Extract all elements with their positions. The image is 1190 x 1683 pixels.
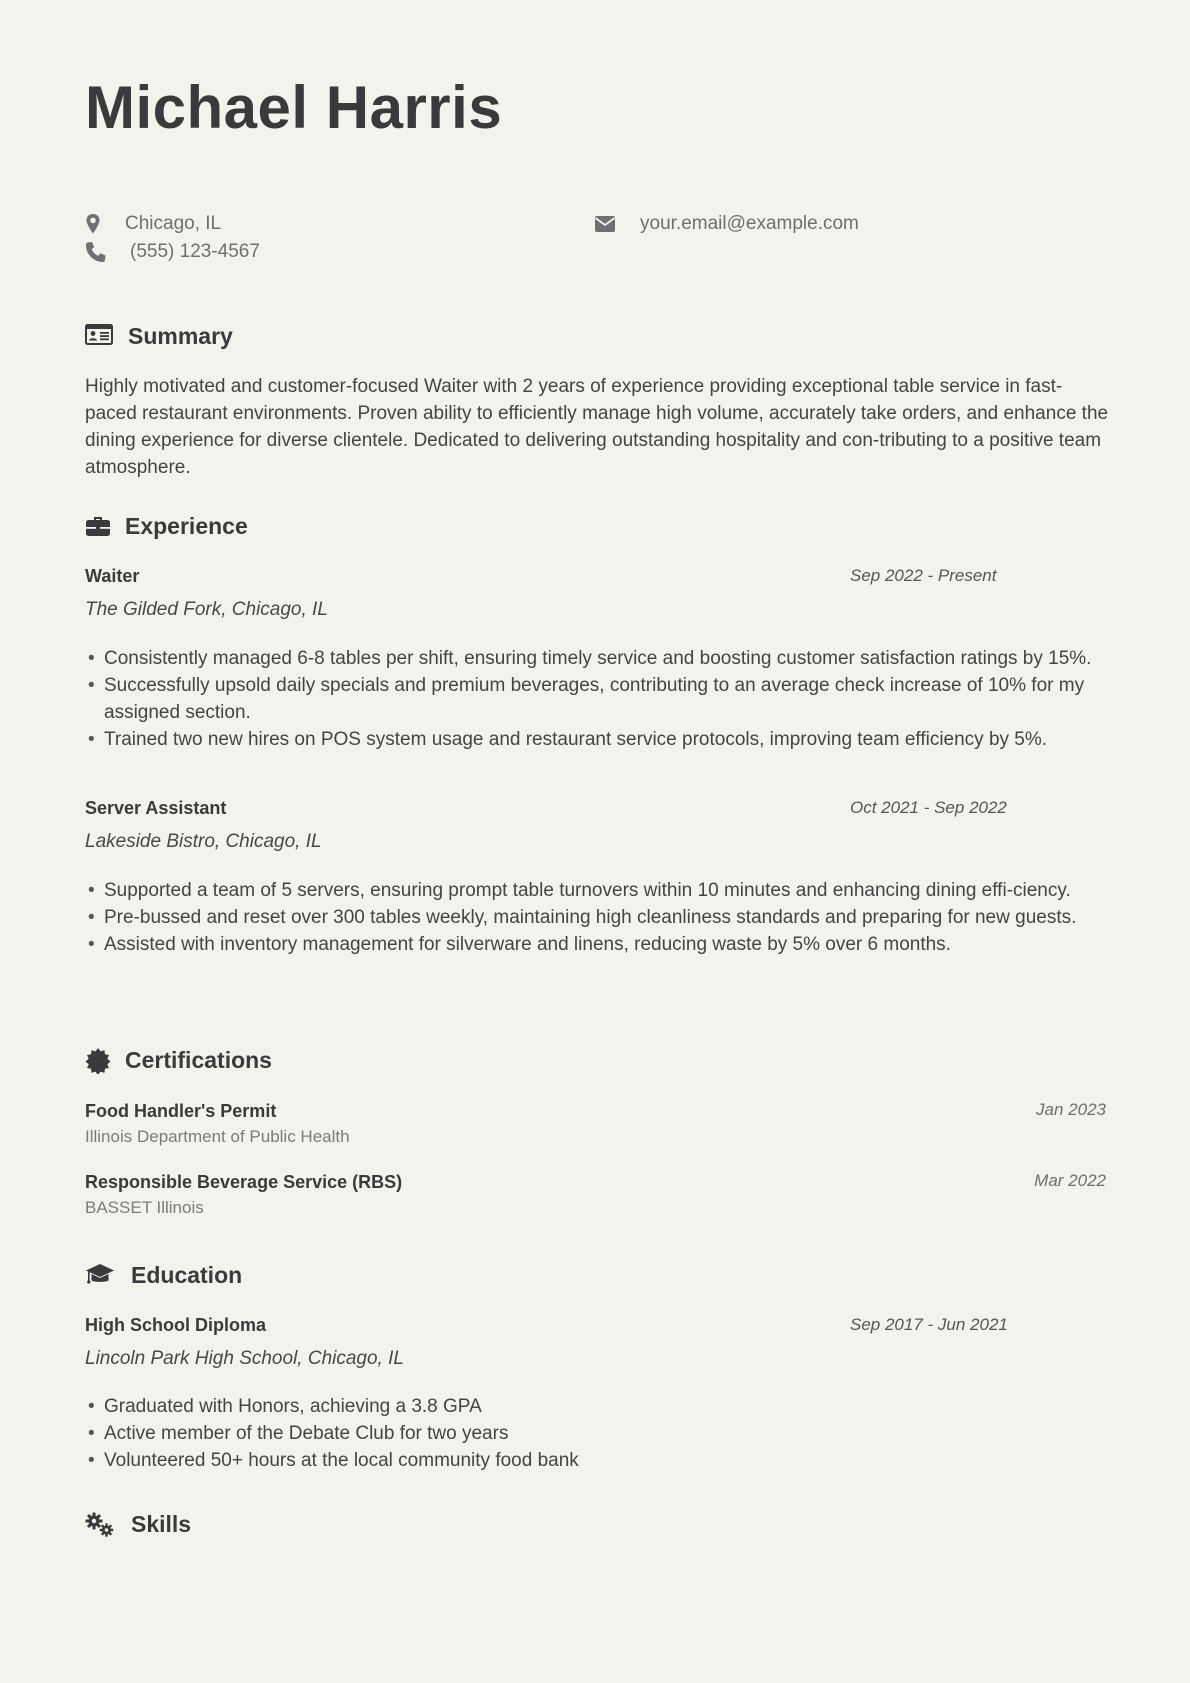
education-title: Education <box>131 1262 243 1288</box>
list-item: • Graduated with Honors, achieving a 3.8 GPA <box>85 1393 1115 1420</box>
id-card-icon <box>85 324 113 346</box>
education-dates: Sep 2017 - Jun 2021 <box>850 1315 1008 1334</box>
list-item: • Successfully upsold daily specials and premium beverages, contributing to an average check increase of 10% for my assigned section. <box>85 672 1115 726</box>
certifications-heading <box>85 1045 385 1075</box>
education-heading <box>85 1260 345 1290</box>
envelope-icon <box>594 213 618 235</box>
job-bullets <box>85 645 1115 753</box>
list-item: • Trained two new hires on POS system usage and restaurant service protocols, improving team efficiency by 5%. <box>85 726 1115 753</box>
certificate-icon <box>85 1048 111 1074</box>
list-item: • Supported a team of 5 servers, ensuring prompt table turnovers within 10 minutes and enhancing dining effi-ciency. <box>85 877 1115 904</box>
certification-date: Jan 2023 <box>1036 1100 1106 1119</box>
degree-name: High School Diploma <box>85 1315 267 1335</box>
job-dates: Oct 2021 - Sep 2022 <box>850 798 1007 817</box>
job-employer: Lakeside Bistro, Chicago, IL <box>85 831 322 852</box>
job-employer: The Gilded Fork, Chicago, IL <box>85 599 328 620</box>
graduation-cap-icon <box>85 1263 115 1287</box>
location-text: Chicago, IL <box>125 213 222 234</box>
certification-issuer: BASSET Illinois <box>85 1198 204 1217</box>
summary-text: Highly motivated and customer-focused Waiter with 2 years of experience providing exceptional table service in fast-paced restaurant environments. Proven ability to efficiently manage high volume, accurately take orders, and enhance the dining experience for diverse clientele. Dedicated to delivering outstanding hospitality and con-tributing to a positive team atmosphere. <box>85 376 1109 478</box>
list-item: • Pre-bussed and reset over 300 tables weekly, maintaining high cleanliness standards and preparing for new guests. <box>85 904 1115 931</box>
contact-email <box>594 212 924 236</box>
certification-name: Responsible Beverage Service (RBS) <box>85 1172 403 1192</box>
email-text: your.email@example.com <box>640 213 859 234</box>
map-marker-icon <box>85 213 109 235</box>
job-role: Waiter <box>85 566 140 586</box>
contact-location <box>85 212 385 236</box>
list-item: • Assisted with inventory management for silverware and linens, reducing waste by 5% over 6 months. <box>85 931 1115 958</box>
candidate-name: Michael Harris <box>85 74 503 141</box>
skills-title: Skills <box>131 1511 192 1537</box>
certification-date: Mar 2022 <box>1034 1171 1106 1190</box>
list-item: • Consistently managed 6-8 tables per shift, ensuring timely service and boosting customer satisfaction ratings by 15%. <box>85 645 1115 672</box>
list-item: • Active member of the Debate Club for two years <box>85 1420 1115 1447</box>
briefcase-icon <box>85 514 111 538</box>
phone-text: (555) 123-4567 <box>130 241 260 262</box>
contact-phone <box>85 240 385 264</box>
list-item: • Volunteered 50+ hours at the local community food bank <box>85 1447 1115 1474</box>
experience-heading <box>85 511 345 541</box>
certification-issuer: Illinois Department of Public Health <box>85 1127 350 1146</box>
job-dates: Sep 2022 - Present <box>850 566 997 585</box>
school-name: Lincoln Park High School, Chicago, IL <box>85 1348 404 1369</box>
job-bullets <box>85 877 1115 958</box>
summary-heading <box>85 321 345 351</box>
experience-title: Experience <box>125 513 248 539</box>
skills-heading <box>85 1509 285 1539</box>
gears-icon <box>85 1512 115 1538</box>
certifications-title: Certifications <box>125 1047 272 1073</box>
job-role: Server Assistant <box>85 798 227 818</box>
education-bullets <box>85 1393 1115 1474</box>
phone-icon <box>85 241 109 263</box>
certification-name: Food Handler's Permit <box>85 1101 277 1121</box>
summary-title: Summary <box>128 323 233 349</box>
